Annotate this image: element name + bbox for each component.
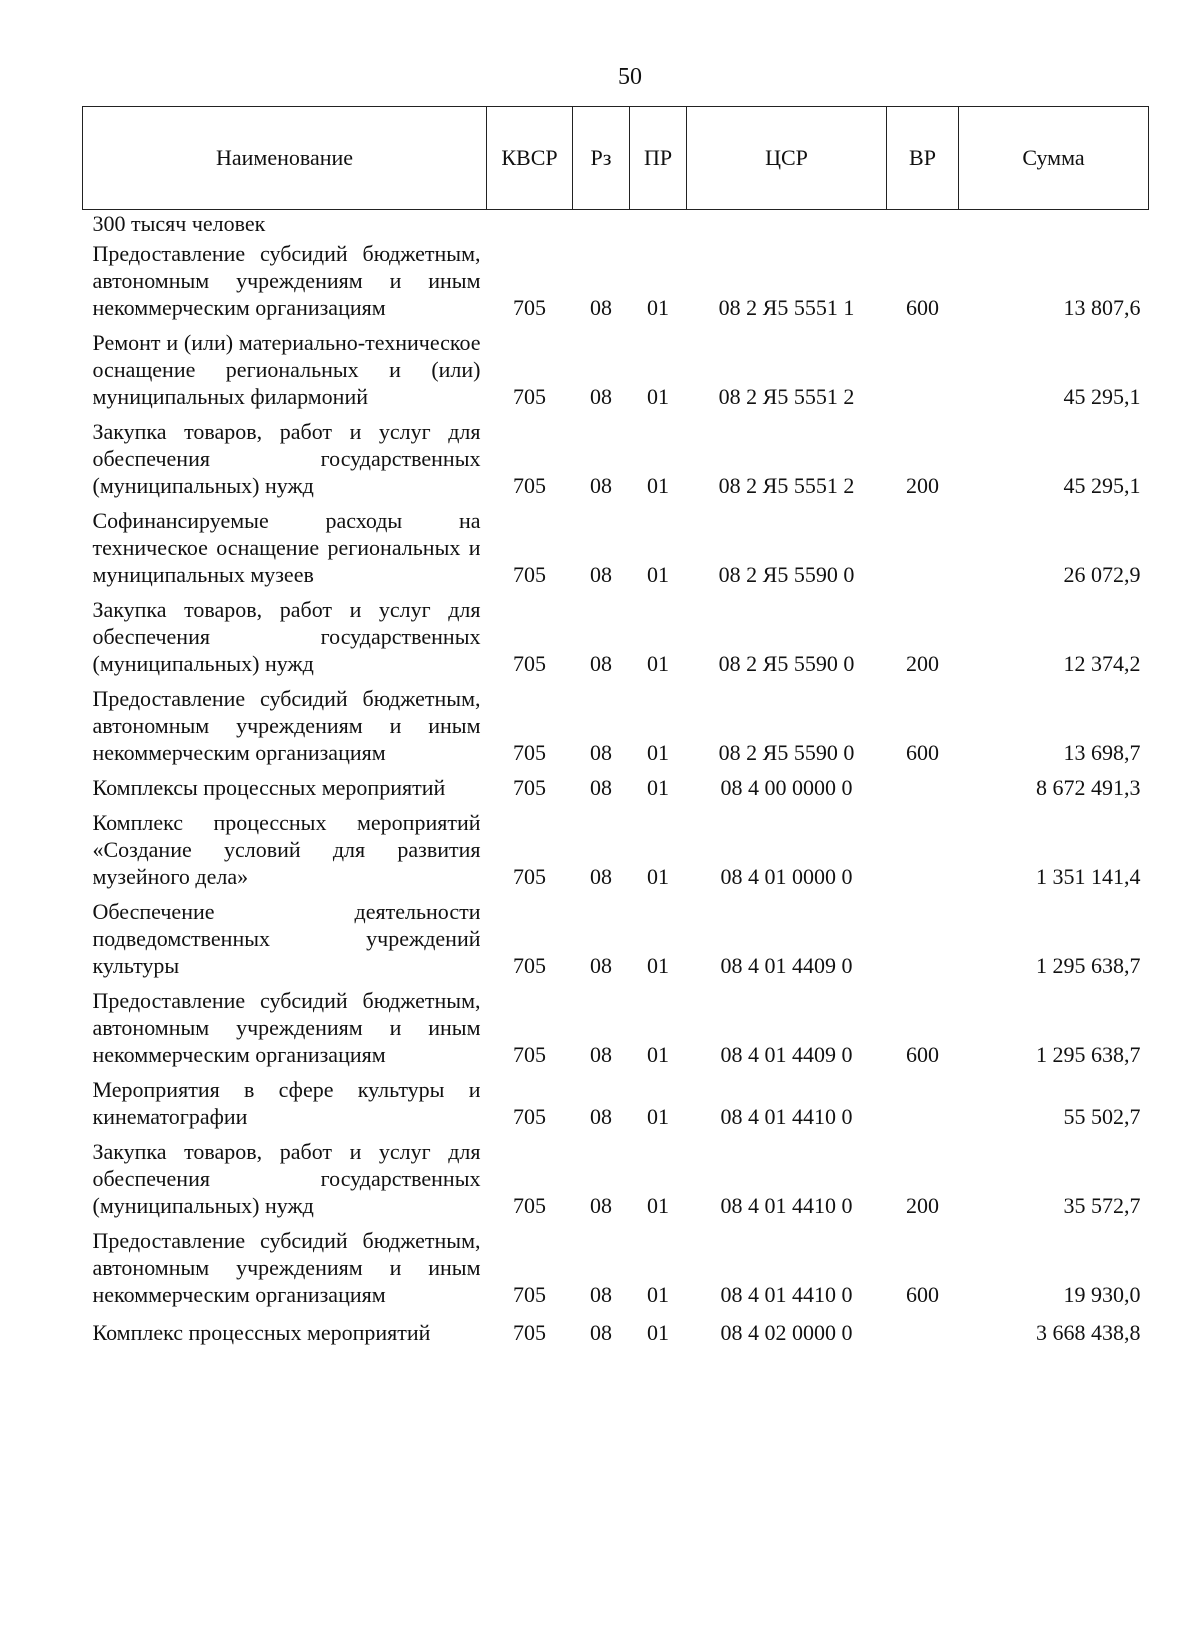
row-name: Предоставление субсидий бюджетным, автономным учреждениям и иным некоммерческим организациям (92, 988, 481, 1067)
row-rz: 08 (590, 864, 612, 889)
row-name: Предоставление субсидий бюджетным, автономным учреждениям и иным некоммерческим организациям (92, 241, 481, 320)
row-vr: 600 (906, 1042, 939, 1067)
row-pr: 01 (647, 295, 669, 320)
row-rz: 08 (590, 1042, 612, 1067)
row-name: Ремонт и (или) материально-техническое оснащение региональных и (или) муниципальных филармоний (92, 330, 481, 409)
table-body (83, 210, 1149, 1352)
row-rz: 08 (590, 562, 612, 587)
row-pr: 01 (647, 651, 669, 676)
row-kvsr: 705 (513, 953, 546, 978)
row-csr: 08 2 Я5 5590 0 (718, 740, 855, 765)
row-sum: 12 374,2 (1063, 651, 1141, 676)
table-row (83, 593, 1149, 682)
row-kvsr: 705 (513, 1042, 546, 1067)
row-csr: 08 2 Я5 5590 0 (718, 562, 855, 587)
budget-table (82, 106, 1149, 1351)
row-pr: 01 (647, 1104, 669, 1129)
row-csr: 08 4 01 4409 0 (720, 1042, 853, 1067)
table-row (83, 326, 1149, 415)
row-kvsr: 705 (513, 1104, 546, 1129)
row-csr: 08 4 01 0000 0 (720, 864, 853, 889)
table-row (83, 504, 1149, 593)
row-name: Обеспечение деятельности подведомственных учреждений культуры (92, 899, 481, 978)
row-pr: 01 (647, 384, 669, 409)
row-kvsr: 705 (513, 740, 546, 765)
row-sum: 55 502,7 (1063, 1104, 1141, 1129)
row-pr: 01 (647, 740, 669, 765)
row-rz: 08 (590, 473, 612, 498)
row-pr: 01 (647, 1282, 669, 1307)
row-rz: 08 (590, 775, 612, 800)
row-sum: 1 351 141,4 (1036, 864, 1141, 889)
row-name: Предоставление субсидий бюджетным, автономным учреждениям и иным некоммерческим организациям (92, 1228, 481, 1307)
row-kvsr: 705 (513, 562, 546, 587)
table-row (83, 682, 1149, 771)
table-row (83, 984, 1149, 1073)
row-vr (887, 1313, 959, 1351)
header-vr: ВР (887, 107, 959, 210)
row-kvsr: 705 (513, 864, 546, 889)
header-kvsr: КВСР (487, 107, 573, 210)
row-sum: 45 295,1 (1063, 384, 1141, 409)
row-vr: 600 (906, 295, 939, 320)
row-sum: 1 295 638,7 (1036, 1042, 1141, 1067)
continuation-text: 300 тысяч человек (92, 211, 266, 236)
row-rz: 08 (590, 651, 612, 676)
row-csr: 08 4 01 4410 0 (720, 1104, 853, 1129)
row-csr: 08 4 02 0000 0 (720, 1320, 853, 1345)
row-sum: 45 295,1 (1063, 473, 1141, 498)
row-name: Закупка товаров, работ и услуг для обеспечения государственных (муниципальных) нужд (92, 1139, 481, 1218)
row-pr: 01 (647, 562, 669, 587)
row-name: Предоставление субсидий бюджетным, автономным учреждениям и иным некоммерческим организациям (92, 686, 481, 765)
row-pr: 01 (647, 864, 669, 889)
row-kvsr: 705 (513, 384, 546, 409)
row-pr: 01 (647, 1193, 669, 1218)
row-rz: 08 (590, 1193, 612, 1218)
row-sum: 8 672 491,3 (1036, 775, 1141, 800)
row-pr: 01 (647, 473, 669, 498)
row-name: Мероприятия в сфере культуры и кинематографии (92, 1077, 481, 1129)
table-row (83, 1073, 1149, 1135)
row-csr: 08 2 Я5 5551 2 (718, 473, 855, 498)
row-kvsr: 705 (513, 1320, 546, 1345)
row-vr: 600 (906, 740, 939, 765)
row-sum: 13 807,6 (1063, 295, 1141, 320)
header-name: Наименование (83, 107, 487, 210)
row-vr (887, 895, 959, 984)
row-rz: 08 (590, 1104, 612, 1129)
row-name: Закупка товаров, работ и услуг для обеспечения государственных (муниципальных) нужд (92, 597, 481, 676)
row-pr: 01 (647, 953, 669, 978)
table-row (83, 806, 1149, 895)
row-vr: 200 (906, 473, 939, 498)
row-pr: 01 (647, 1320, 669, 1345)
row-rz: 08 (590, 1320, 612, 1345)
header-rz: Рз (573, 107, 630, 210)
row-csr: 08 2 Я5 5551 2 (718, 384, 855, 409)
row-csr: 08 4 01 4409 0 (720, 953, 853, 978)
row-vr (887, 1073, 959, 1135)
row-rz: 08 (590, 1282, 612, 1307)
row-kvsr: 705 (513, 473, 546, 498)
table-header (83, 107, 1149, 210)
header-csr: ЦСР (687, 107, 887, 210)
row-csr: 08 4 01 4410 0 (720, 1282, 853, 1307)
table-row-continuation (83, 210, 1149, 238)
row-pr: 01 (647, 1042, 669, 1067)
row-kvsr: 705 (513, 1193, 546, 1218)
row-rz: 08 (590, 740, 612, 765)
row-rz: 08 (590, 384, 612, 409)
row-kvsr: 705 (513, 775, 546, 800)
row-name: Комплекс процессных мероприятий «Создание условий для развития музейного дела» (92, 810, 481, 889)
row-csr: 08 2 Я5 5590 0 (718, 651, 855, 676)
row-vr: 200 (906, 1193, 939, 1218)
header-sum: Сумма (959, 107, 1149, 210)
row-sum: 19 930,0 (1063, 1282, 1141, 1307)
row-sum: 3 668 438,8 (1036, 1320, 1141, 1345)
row-vr: 600 (906, 1282, 939, 1307)
row-vr: 200 (906, 651, 939, 676)
page-number: 50 (618, 64, 642, 90)
table-row (83, 895, 1149, 984)
row-kvsr: 705 (513, 295, 546, 320)
table-row (83, 1224, 1149, 1313)
row-rz: 08 (590, 953, 612, 978)
row-vr (887, 771, 959, 806)
row-pr: 01 (647, 775, 669, 800)
row-sum: 1 295 638,7 (1036, 953, 1141, 978)
header-pr: ПР (630, 107, 687, 210)
row-sum: 13 698,7 (1063, 740, 1141, 765)
row-name: Софинансируемые расходы на техническое оснащение региональных и муниципальных музеев (92, 508, 481, 587)
table-row (83, 1313, 1149, 1351)
row-csr: 08 2 Я5 5551 1 (718, 295, 855, 320)
table-row (83, 1135, 1149, 1224)
table-row (83, 237, 1149, 326)
row-name: Комплекс процессных мероприятий (92, 1320, 431, 1345)
row-name: Комплексы процессных мероприятий (92, 775, 446, 800)
table-row (83, 771, 1149, 806)
row-vr (887, 504, 959, 593)
row-sum: 35 572,7 (1063, 1193, 1141, 1218)
row-kvsr: 705 (513, 1282, 546, 1307)
row-vr (887, 806, 959, 895)
row-csr: 08 4 00 0000 0 (720, 775, 853, 800)
row-sum: 26 072,9 (1063, 562, 1141, 587)
row-rz: 08 (590, 295, 612, 320)
row-name: Закупка товаров, работ и услуг для обеспечения государственных (муниципальных) нужд (92, 419, 481, 498)
row-vr (887, 326, 959, 415)
row-kvsr: 705 (513, 651, 546, 676)
table-row (83, 415, 1149, 504)
row-csr: 08 4 01 4410 0 (720, 1193, 853, 1218)
